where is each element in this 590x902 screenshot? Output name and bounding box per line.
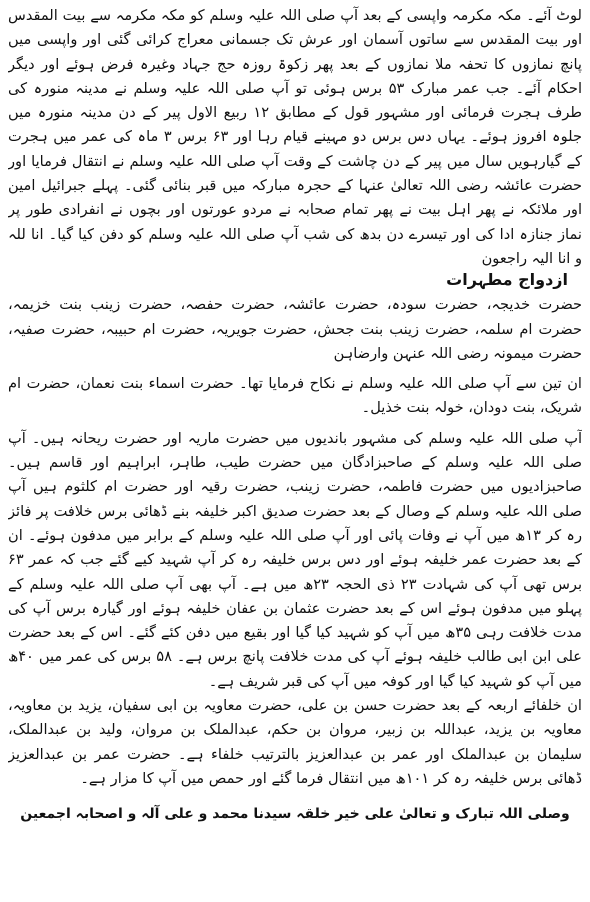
closing-blessing: وصلی اللہ تبارک و تعالیٰ علی خیر خلقہ سیدنا محمد و علی آلہ و اصحابہ اجمعین <box>20 806 570 823</box>
document-page <box>8 4 582 896</box>
paragraph-wives-list: حضرت خدیجہ، حضرت سودہ، حضرت عائشہ، حضرت حفصہ، حضرت زینب بنت خزیمہ، حضرت ام سلمہ، حضرت زینب بنت جحش، حضرت جویریہ، حضرت ام حبیبہ، حضرت صفیہ، حضرت میمونہ رضی اللہ عنہن وارضاہن <box>8 296 582 362</box>
section-heading-wives: ازدواج مطہرات <box>446 270 568 290</box>
paragraph-other-marriages: ان تین سے آپ صلی اللہ علیہ وسلم نے نکاح فرمایا تھا۔ حضرت اسماء بنت نعمان، حضرت ام شریک، بنت دودان، خولہ بنت خذیل۔ <box>8 375 582 417</box>
paragraph-later-caliphs: ان خلفائے اربعہ کے بعد حضرت حسن بن علی، حضرت معاویہ بن ابی سفیان، یزید بن معاویہ، معاویہ بن یزید، عبداللہ بن زبیر، مروان بن حکم، عبدالملک بن مروان، ولید بن عبدالملک، سلیمان بن عبدالملک اور عمر بن عبدالعزیز بالترتیب خلفاء ہے۔ حضرت عمر بن عبدالعزیز ڈھائی برس خلیفہ رہ کر ۱۰۱ھ میں انتقال فرما گئے اور حمص میں آپ کا مزار ہے۔ <box>8 697 582 787</box>
paragraph-children-caliphs: آپ صلی اللہ علیہ وسلم کی مشہور باندیوں میں حضرت ماریہ اور حضرت ریحانہ ہیں۔ آپ صلی اللہ علیہ وسلم کے صاحبزادگان میں حضرت طیب، طاہر، ابراہیم اور قاسم ہیں۔ صاحبزادیوں میں حضرت فاطمہ، حضرت زینب، حضرت رقیہ اور حضرت ام کلثوم ہیں آپ صلی اللہ علیہ وسلم کے وصال کے بعد حضرت صدیق اکبر خلیفہ بنے ڈھائی برس خلافت پر فائز رہ کر ۱۳ھ میں آپ نے وفات پائی اور آپ صلی اللہ علیہ وسلم کے برابر میں مدفون ہوئے۔ ان کے بعد حضرت عمر خلیفہ ہوئے اور دس برس خلیفہ رہ کر آپ شہید کیے گئے جب کہ عمر ۶۳ برس تھی آپ کی شہادت ۲۳ ذی الحجہ ۲۳ھ میں ہے۔ آپ بھی آپ صلی اللہ علیہ وسلم کے پہلو میں مدفون ہوئے اس کے بعد حضرت عثمان بن عفان خلیفہ ہوئے اور گیارہ برس آپ کی مدت خلافت رہی ۳۵ھ میں آپ کو شہید کیا گیا اور بقیع میں دفن کئے گئے۔ اس کے بعد حضرت علی ابن ابی طالب خلیفہ ہوئے آپ کی مدت خلافت پانچ برس ہے۔ ۵۸ برس کی عمر میں ۴۰ھ میں آپ کو شہید کیا گیا اور کوفہ میں آپ کی قبر شریف ہے۔ <box>8 429 582 690</box>
paragraph-prophet-life: لوٹ آئے۔ مکہ مکرمہ واپسی کے بعد آپ صلی اللہ علیہ وسلم کو مکہ مکرمہ سے بیت المقدس اور بیت المقدس سے ساتوں آسمان اور عرش تک جسمانی معراج کرائی گئی اور واپسی میں پانچ نمازوں کا تحفہ ملا نمازوں کے بعد پھر زکوۃ روزہ حج جہاد وغیرہ فرض ہوئے اور دیگر احکام آئے۔ جب عمر مبارک ۵۳ برس ہوئی تو آپ صلی اللہ علیہ وسلم نے مدینہ منورہ کی طرف ہجرت فرمائی اور مشہور قول کے مطابق ۱۲ ربیع الاول پیر کے دن مدینہ منورہ میں جلوہ افروز ہوئے۔ یہاں دس برس دو مہینے قیام رہا اور ۶۳ برس ۳ ماہ کی عمر میں ہجرت کے گیارہویں سال میں پیر کے دن چاشت کے وقت آپ صلی اللہ علیہ وسلم نے انتقال فرمایا اور حضرت عائشہ رضی اللہ تعالیٰ عنہا کے حجرہ مبارکہ میں قبر بنائی گئی۔ پہلے جبرائیل امین اور ملائکہ نے پھر اہل بیت نے پھر تمام صحابہ نے مردو عورتوں اور بچوں نے انفرادی طور پر نماز جنازہ ادا کی اور تیسرے دن بدھ کی شب آپ صلی اللہ علیہ وسلم کو دفن کیا گیا۔ انا للہ و انا الیہ راجعون <box>8 7 582 267</box>
